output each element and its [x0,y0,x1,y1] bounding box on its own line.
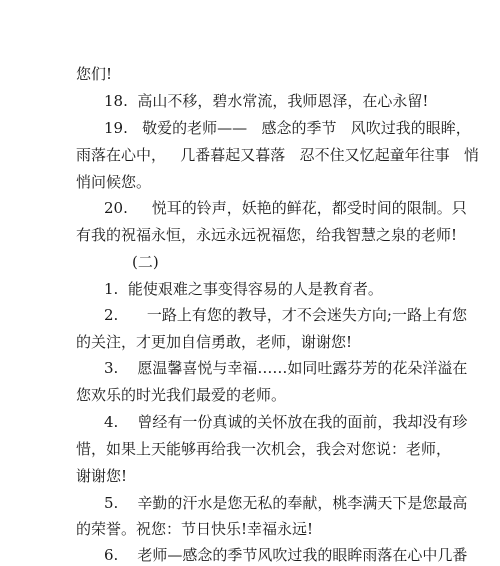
text-line: 您们! [76,65,113,83]
text-line: 的关注，才更加自信勇敢，老师，谢谢您! [76,333,353,351]
item-6: 6. 老师—感念的季节风吹过我的眼眸雨落在心中几番 [104,546,468,564]
item-2: 2. 一路上有您的教导，才不会迷失方向;一路上有您 [104,306,467,324]
text-line: 您欢乐的时光我们最爱的老师。 [76,386,287,404]
item-20: 20. 悦耳的铃声，妖艳的鲜花，都受时间的限制。只 [104,199,467,217]
item-4: 4. 曾经有一份真诚的关怀放在我的面前，我却没有珍 [104,413,468,431]
item-1: 1. 能使艰难之事变得容易的人是教育者。 [104,280,383,298]
item-3: 3. 愿温馨喜悦与幸福……如同吐露芬芳的花朵洋溢在 [104,359,468,377]
item-5: 5. 辛勤的汗水是您无私的奉献，桃李满天下是您最高 [104,494,468,512]
text-line: 有我的祝福永恒，永远永远祝福您，给我智慧之泉的老师! [76,226,458,244]
text-line: 悄问候您。 [76,173,152,191]
text-line: 雨落在心中， 几番暮起又暮落 忍不住又忆起童年往事 悄 [76,146,479,164]
item-19: 19. 敬爱的老师—— 感念的季节 风吹过我的眼眸， [104,119,471,137]
text-line: 的荣誉。祝您：节日快乐!幸福永远! [76,520,314,538]
item-18: 18. 高山不移，碧水常流，我师恩泽，在心永留! [104,92,429,110]
text-line: 惜，如果上天能够再给我一次机会，我会对您说：老师， [76,440,452,458]
text-line: 谢谢您! [76,467,128,485]
section-label: (二) [132,253,159,271]
